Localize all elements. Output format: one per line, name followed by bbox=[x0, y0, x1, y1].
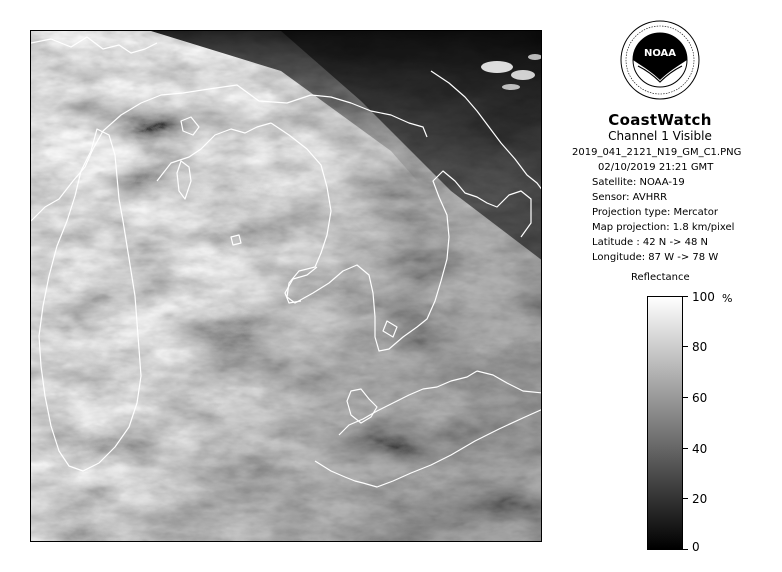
colorbar-unit: % bbox=[722, 292, 733, 305]
colorbar-title: Reflectance bbox=[631, 272, 690, 283]
gradient-shading bbox=[31, 31, 542, 542]
colorbar-tick-label: 0 bbox=[692, 540, 700, 554]
date-time: 02/10/2019 21:21 GMT bbox=[598, 162, 714, 173]
noaa-logo bbox=[620, 20, 700, 100]
file-name: 2019_041_2121_N19_GM_C1.PNG bbox=[572, 147, 742, 158]
sensor-info: Sensor: AVHRR bbox=[592, 192, 668, 203]
colorbar-tick bbox=[683, 498, 688, 499]
satellite-image-svg bbox=[31, 31, 542, 542]
colorbar bbox=[647, 296, 683, 550]
latitude-info: Latitude : 42 N -> 48 N bbox=[592, 237, 708, 248]
satellite-image bbox=[30, 30, 542, 542]
colorbar-tick-label: 20 bbox=[692, 492, 708, 506]
colorbar-tick bbox=[683, 549, 688, 550]
brand-title: CoastWatch bbox=[608, 111, 712, 129]
logo-text: NOAA bbox=[643, 48, 677, 59]
channel-name: Channel 1 Visible bbox=[608, 129, 712, 143]
colorbar-tick-label: 80 bbox=[692, 340, 708, 354]
colorbar-tick bbox=[683, 296, 688, 297]
map-projection-info: Map projection: 1.8 km/pixel bbox=[592, 222, 735, 233]
satellite-info: Satellite: NOAA-19 bbox=[592, 177, 685, 188]
colorbar-tick bbox=[683, 346, 688, 347]
colorbar-tick-label: 100 bbox=[692, 290, 715, 304]
colorbar-tick bbox=[683, 448, 688, 449]
projection-type-info: Projection type: Mercator bbox=[592, 207, 718, 218]
colorbar-tick-label: 60 bbox=[692, 391, 708, 405]
longitude-info: Longitude: 87 W -> 78 W bbox=[592, 252, 719, 263]
colorbar-tick-label: 40 bbox=[692, 442, 708, 456]
colorbar-tick bbox=[683, 397, 688, 398]
